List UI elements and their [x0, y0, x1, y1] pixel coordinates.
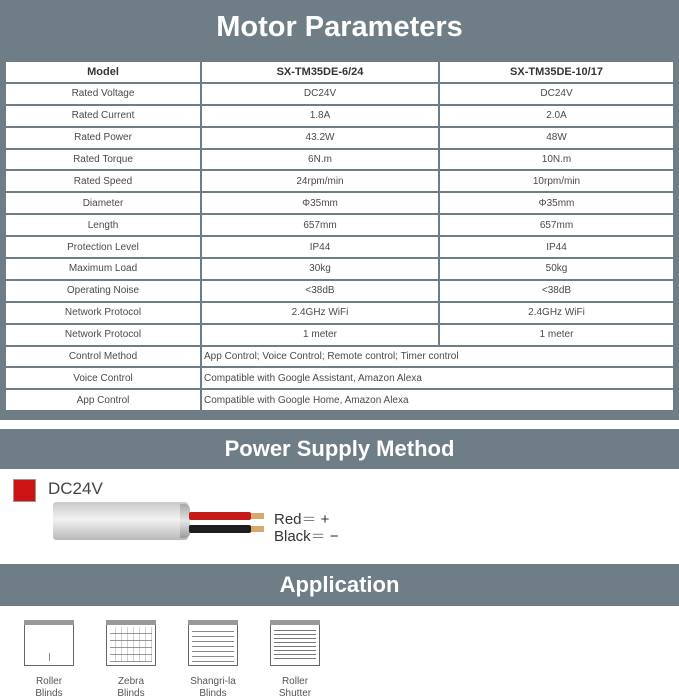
row-value: <38dB	[440, 281, 673, 301]
cable-end-icon	[180, 504, 190, 538]
row-value: 2.4GHz WiFi	[440, 303, 673, 323]
table-row-merged	[6, 368, 673, 388]
row-label: Network Protocol	[6, 325, 200, 345]
power-supply-title: Power Supply Method	[0, 429, 679, 469]
roller-blind-icon	[24, 620, 74, 666]
row-label: Diameter	[6, 193, 200, 213]
row-value: 1 meter	[202, 325, 438, 345]
application-item	[8, 620, 90, 700]
row-value: IP44	[202, 237, 438, 257]
row-label: App Control	[6, 390, 200, 410]
header-cell: SX-TM35DE-10/17	[440, 62, 673, 82]
table-row	[6, 106, 673, 126]
row-value: 1.8A	[202, 106, 438, 126]
table-header-row	[6, 62, 673, 82]
row-value: 1 meter	[440, 325, 673, 345]
row-value: 10N.m	[440, 150, 673, 170]
table-row-merged	[6, 347, 673, 367]
application-label: Zebra Blinds	[117, 676, 145, 700]
red-wire-icon	[189, 512, 251, 520]
row-label: Protection Level	[6, 237, 200, 257]
row-label: Voice Control	[6, 368, 200, 388]
row-value: 657mm	[202, 215, 438, 235]
row-value: 24rpm/min	[202, 171, 438, 191]
application-list	[0, 620, 679, 700]
shangrila-blind-icon	[188, 620, 238, 666]
row-value: DC24V	[202, 84, 438, 104]
red-polarity-label: Red＝ +	[274, 511, 330, 529]
header-cell: Model	[6, 62, 200, 82]
row-value: App Control; Voice Control; Remote control; Timer control	[202, 347, 673, 367]
application-item	[172, 620, 254, 700]
table-row	[6, 259, 673, 279]
application-label: Shangri-la Blinds	[190, 676, 236, 700]
application-item	[90, 620, 172, 700]
row-value: 2.0A	[440, 106, 673, 126]
application-label: Roller Shutter	[278, 676, 312, 700]
table-row	[6, 281, 673, 301]
table-row	[6, 171, 673, 191]
row-value: Compatible with Google Assistant, Amazon Alexa	[202, 368, 673, 388]
row-label: Rated Speed	[6, 171, 200, 191]
power-supply-section	[0, 469, 679, 549]
row-value: Φ35mm	[440, 193, 673, 213]
row-label: Control Method	[6, 347, 200, 367]
row-value: <38dB	[202, 281, 438, 301]
row-label: Rated Torque	[6, 150, 200, 170]
row-value: IP44	[440, 237, 673, 257]
table-row	[6, 193, 673, 213]
table-row	[6, 303, 673, 323]
application-item	[254, 620, 336, 700]
zebra-blind-icon	[106, 620, 156, 666]
row-value: 2.4GHz WiFi	[202, 303, 438, 323]
row-value: 657mm	[440, 215, 673, 235]
parameters-table	[0, 54, 679, 420]
row-value: 50kg	[440, 259, 673, 279]
cable-icon	[53, 502, 188, 540]
row-value: DC24V	[440, 84, 673, 104]
application-title: Application	[0, 564, 679, 606]
black-wire-tip-icon	[251, 526, 264, 532]
table-row	[6, 150, 673, 170]
black-polarity-label: Black＝ −	[274, 528, 339, 546]
voltage-label: DC24V	[48, 479, 103, 499]
application-label: Roller Blinds	[35, 676, 63, 700]
row-label: Network Protocol	[6, 303, 200, 323]
table-row	[6, 215, 673, 235]
row-value: Φ35mm	[202, 193, 438, 213]
red-wire-tip-icon	[251, 513, 264, 519]
table-row-merged	[6, 390, 673, 410]
row-label: Rated Power	[6, 128, 200, 148]
table-row	[6, 84, 673, 104]
header-cell: SX-TM35DE-6/24	[202, 62, 438, 82]
row-label: Maximum Load	[6, 259, 200, 279]
row-label: Rated Current	[6, 106, 200, 126]
row-value: 48W	[440, 128, 673, 148]
row-label: Operating Noise	[6, 281, 200, 301]
page-title: Motor Parameters	[0, 0, 679, 54]
row-label: Length	[6, 215, 200, 235]
table-row	[6, 325, 673, 345]
row-value: 30kg	[202, 259, 438, 279]
row-value: 43.2W	[202, 128, 438, 148]
table-row	[6, 128, 673, 148]
row-label: Rated Voltage	[6, 84, 200, 104]
table-row	[6, 237, 673, 257]
roller-shutter-icon	[270, 620, 320, 666]
row-value: Compatible with Google Home, Amazon Alexa	[202, 390, 673, 410]
row-value: 6N.m	[202, 150, 438, 170]
black-wire-icon	[189, 525, 251, 533]
dc-color-swatch	[13, 479, 36, 502]
row-value: 10rpm/min	[440, 171, 673, 191]
